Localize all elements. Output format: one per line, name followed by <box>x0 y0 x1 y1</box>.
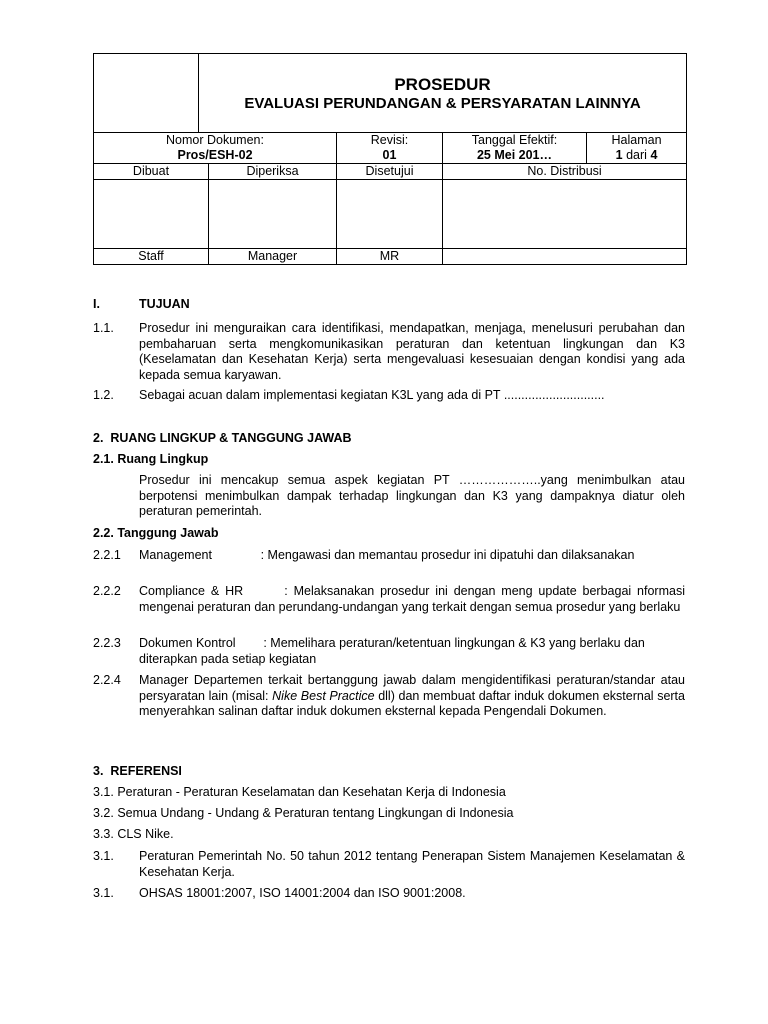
reference-3-1: 3.1. Peraturan - Peraturan Keselamatan dan Kesehatan Kerja di Indonesia <box>93 785 506 799</box>
made-by-header: Dibuat <box>94 164 209 180</box>
page-of: dari <box>626 148 647 162</box>
revision-cell <box>337 133 443 164</box>
page-label: Halaman <box>611 133 662 147</box>
revision-value: 01 <box>382 148 397 162</box>
page-number: 1 <box>615 148 623 162</box>
doc-number-cell <box>94 133 337 164</box>
item-2-2-3-number: 2.2.3 <box>93 636 121 650</box>
item-2-2-4-text-b: dll) dan membuat daftar induk dokumen eksternal serta menyerahkan salinan daftar induk dokumen eksternal kepada Pengendali Dokumen. <box>139 688 685 718</box>
effective-date-cell <box>443 133 587 164</box>
revision-label: Revisi: <box>370 133 409 147</box>
item-2-2-4-text-a: Manager Departemen terkait bertanggung jawab dalam mengidentifikasi peraturan/standar atau persyaratan lain (misal: <box>139 673 685 703</box>
item-1-1-text: Prosedur ini menguraikan cara identifikasi, mendapatkan, menjaga, menelusuri perubahan dan pembaharuan serta mengkomunikasikan peraturan dan ketentuan lingkungan dan K3 (Keselamatan dan Kesehatan Kerja) serta mengevaluasi kesesuaian dengan kondisi yang ada kepada semua karyawan. <box>139 321 685 382</box>
reference-3-3: 3.3. CLS Nike. <box>93 827 174 841</box>
reference-3-2: 3.2. Semua Undang - Undang & Peraturan tentang Lingkungan di Indonesia <box>93 806 514 820</box>
item-3-1a-text: Peraturan Pemerintah No. 50 tahun 2012 tentang Penerapan Sistem Manajemen Keselamatan & Kesehatan Kerja. <box>139 849 685 879</box>
item-2-2-3-text: Dokumen Kontrol : Memelihara peraturan/ketentuan lingkungan & K3 yang berlaku dan diterapkan pada setiap kegiatan <box>139 636 649 666</box>
section3-title: 3. REFERENSI <box>93 764 182 778</box>
item-2-2-4-emphasis: Nike Best Practice <box>272 688 375 703</box>
made-by-signature-box <box>94 180 209 249</box>
document-subtitle: EVALUASI PERUNDANGAN & PERSYARATAN LAINNYA <box>244 95 641 112</box>
approved-by-role: MR <box>337 249 443 265</box>
logo-cell <box>94 54 199 133</box>
page-cell <box>587 133 687 164</box>
item-3-1b-number: 3.1. <box>93 886 114 900</box>
section1-number: I. <box>93 297 100 311</box>
item-1-2-text: Sebagai acuan dalam implementasi kegiatan K3L yang ada di PT ............................. <box>139 388 605 402</box>
item-1-2-number: 1.2. <box>93 388 114 402</box>
approved-by-signature-box <box>337 180 443 249</box>
item-2-2-4-number: 2.2.4 <box>93 673 121 687</box>
item-2-2-2-text: Compliance & HR : Melaksanakan prosedur ini dengan meng update berbagai nformasi mengenai peraturan dan perundang-undangan yang terkait dengan semua prosedur yang berlaku <box>139 584 689 614</box>
item-2-2-4-text <box>139 673 685 720</box>
section2-2-title: 2.2. Tanggung Jawab <box>93 526 219 540</box>
effective-date-label: Tanggal Efektif: <box>471 133 558 147</box>
checked-by-header: Diperiksa <box>209 164 337 180</box>
item-3-1a-number: 3.1. <box>93 849 114 863</box>
item-1-1-number: 1.1. <box>93 321 114 335</box>
item-2-2-1-text: Management : Mengawasi dan memantau prosedur ini dipatuhi dan dilaksanakan <box>139 548 635 562</box>
checked-by-signature-box <box>209 180 337 249</box>
item-2-2-1-number: 2.2.1 <box>93 548 121 562</box>
section2-1-text: Prosedur ini mencakup semua aspek kegiatan PT ………………..yang menimbulkan atau berpotensi menimbulkan dampak terhadap lingkungan dan K3 yang dampaknya diatur oleh peraturan pemerintah. <box>139 473 685 518</box>
item-2-2-2-number: 2.2.2 <box>93 584 121 598</box>
distribution-header: No. Distribusi <box>443 164 687 180</box>
doc-number-label: Nomor Dokumen: <box>166 133 264 147</box>
section1-title: TUJUAN <box>139 297 190 311</box>
section2-1-title: 2.1. Ruang Lingkup <box>93 452 209 466</box>
approved-by-header: Disetujui <box>337 164 443 180</box>
made-by-role: Staff <box>94 249 209 265</box>
page-count <box>587 148 686 163</box>
checked-by-role: Manager <box>209 249 337 265</box>
document-title: PROSEDUR <box>394 75 491 94</box>
distribution-box <box>443 180 687 249</box>
page-total: 4 <box>650 148 658 162</box>
doc-number-value: Pros/ESH-02 <box>177 148 253 162</box>
document-header-table <box>93 53 687 265</box>
title-cell <box>199 54 687 133</box>
section2-title: 2. RUANG LINGKUP & TANGGUNG JAWAB <box>93 431 352 445</box>
item-3-1b-text: OHSAS 18001:2007, ISO 14001:2004 dan ISO 9001:2008. <box>139 886 466 900</box>
distribution-role <box>443 249 687 265</box>
effective-date-value: 25 Mei 201… <box>476 148 553 162</box>
